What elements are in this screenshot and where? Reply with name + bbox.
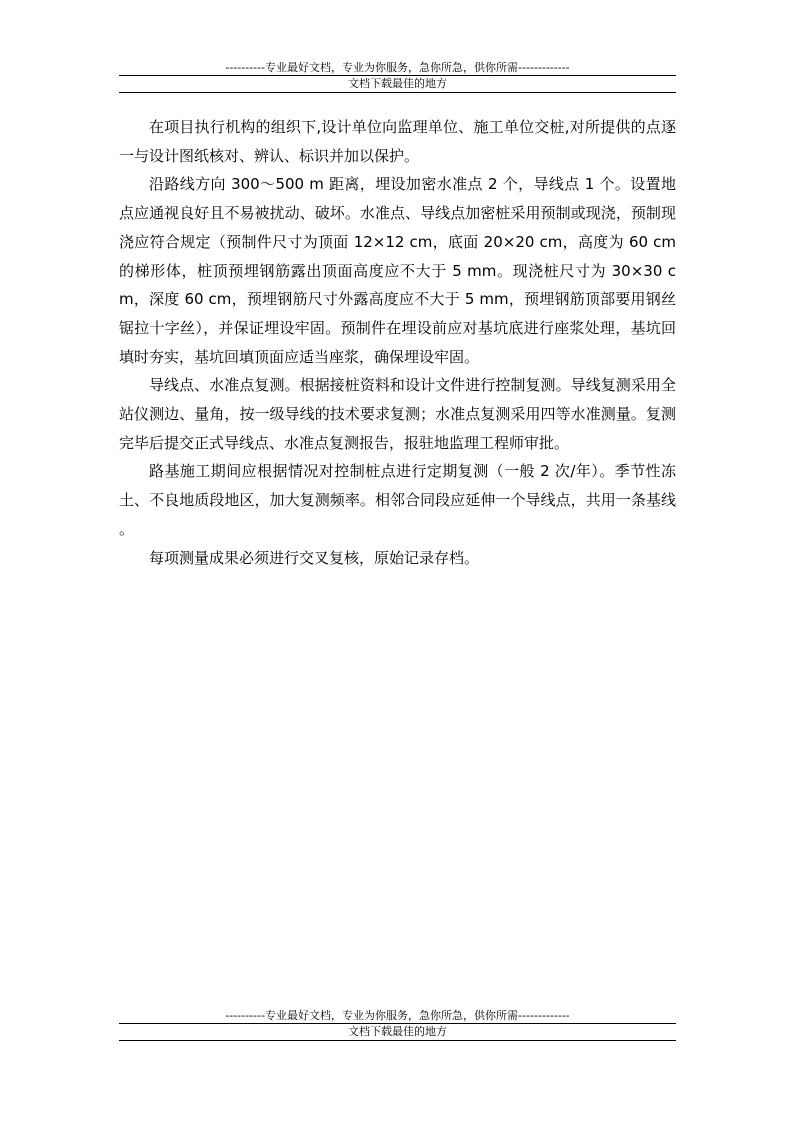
footer-slogan: ----------专业最好文档，专业为你服务，急你所急，供你所需------------- (225, 1009, 570, 1022)
footer-subtitle: 文档下载最佳的地方 (348, 1025, 447, 1038)
paragraph-5: 每项测量成果必须进行交叉复核，原始记录存档。 (149, 548, 480, 567)
paragraph-4: 路基施工期间应根据情况对控制桩点进行定期复测（一般 2 次/年）。季节性冻土、不良地质段地区，加大复测频率。相邻合同段应延伸一个导线点，共用一条基线 。 (119, 462, 676, 538)
paragraph-1: 在项目执行机构的组织下,设计单位向监理单位、施工单位交桩,对所提供的点逐一与设计图纸核对、辨认、标识并加以保护。 (119, 118, 676, 165)
paragraph-3: 导线点、水准点复测。根据接桩资料和设计文件进行控制复测。导线复测采用全站仪测边、量角，按一级导线的技术要求复测；水准点复测采用四等水准测量。复测完毕后提交正式导线点、水准点复测报告，报驻地监理工程师审批。 (119, 376, 676, 452)
document-body (119, 113, 676, 572)
page-footer (119, 1009, 676, 1041)
header-subtitle: 文档下载最佳的地方 (348, 77, 447, 90)
page-header (119, 61, 676, 93)
footer-underline (119, 1040, 676, 1041)
paragraph-2: 沿路线方向 300～500 m 距离，埋设加密水准点 2 个，导线点 1 个。设置地点应通视良好且不易被扰动、破坏。水准点、导线点加密桩采用预制或现浇，预制现浇应符合规定（预制件尺寸为顶面 12×12 cm，底面 20×20 cm，高度为 60 cm 的梯形体，桩顶预埋钢筋露出顶面高度应不大于 5 mm。现浇桩尺寸为 30×30 cm，深度 60 cm，预埋钢筋尺寸外露高度应不大于 5 mm，预埋钢筋顶部要用钢丝锯拉十字丝），并保证埋设牢固。预制件在埋设前应对基坑底进行座浆处理，基坑回填时夯实，基坑回填顶面应适当座浆，确保埋设牢固。 (119, 175, 676, 366)
header-slogan: ----------专业最好文档，专业为你服务，急你所急，供你所需------------- (225, 61, 570, 74)
header-underline (119, 92, 676, 93)
